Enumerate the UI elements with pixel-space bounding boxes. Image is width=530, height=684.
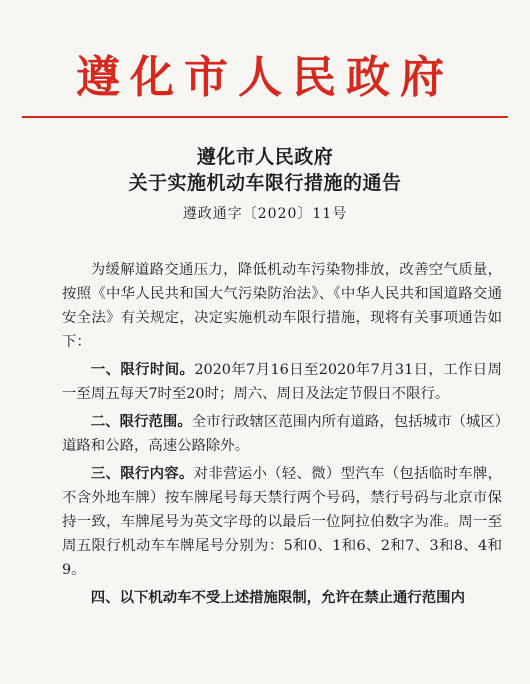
document-body: [62, 258, 502, 610]
section-1-heading: 一、限行时间。: [90, 361, 195, 378]
red-divider-line: [22, 116, 508, 118]
section-3-heading: 三、限行内容。: [90, 465, 194, 482]
section-2-text: 全市行政辖区范围内所有道路，包括城市（城区）道路和公路，高速公路除外。: [62, 414, 502, 454]
intro-paragraph: 为缓解道路交通压力，降低机动车污染物排放，改善空气质量，按照《中华人民共和国大气污染防治法》、《中华人民共和国道路交通安全法》有关规定，决定实施机动车限行措施，现将有关事项通告如下：: [62, 262, 502, 350]
section-2-heading: 二、限行范围。: [90, 413, 192, 430]
section-1-paragraph: [62, 358, 502, 406]
document-title-line1: 遵化市人民政府: [196, 146, 334, 168]
document-title-line2: 关于实施机动车限行措施的通告: [128, 172, 402, 194]
section-2-paragraph: [62, 410, 502, 458]
masthead: 遵化市人民政府: [76, 52, 454, 103]
section-3-paragraph: [62, 462, 502, 582]
document-number: 遵政通字〔2020〕11号: [182, 206, 348, 222]
section-1-text: 2020年7月16日至2020年7月31日，工作日周一至周五每天7时至20时；周六、周日及法定节假日不限行。: [62, 362, 502, 402]
section-4-paragraph: 四、以下机动车不受上述措施限制，允许在禁止通行范围内: [90, 589, 465, 606]
section-3-text: 对非营运小（轻、微）型汽车（包括临时车牌，不含外地车牌）按车牌尾号每天禁行两个号码，禁行号码与北京市保持一致，车牌尾号为英文字母的以最后一位阿拉伯数字为准。周一至周五限行机动车车牌尾号分别为：5和0、1和6、2和7、3和8、4和9。: [62, 466, 502, 578]
